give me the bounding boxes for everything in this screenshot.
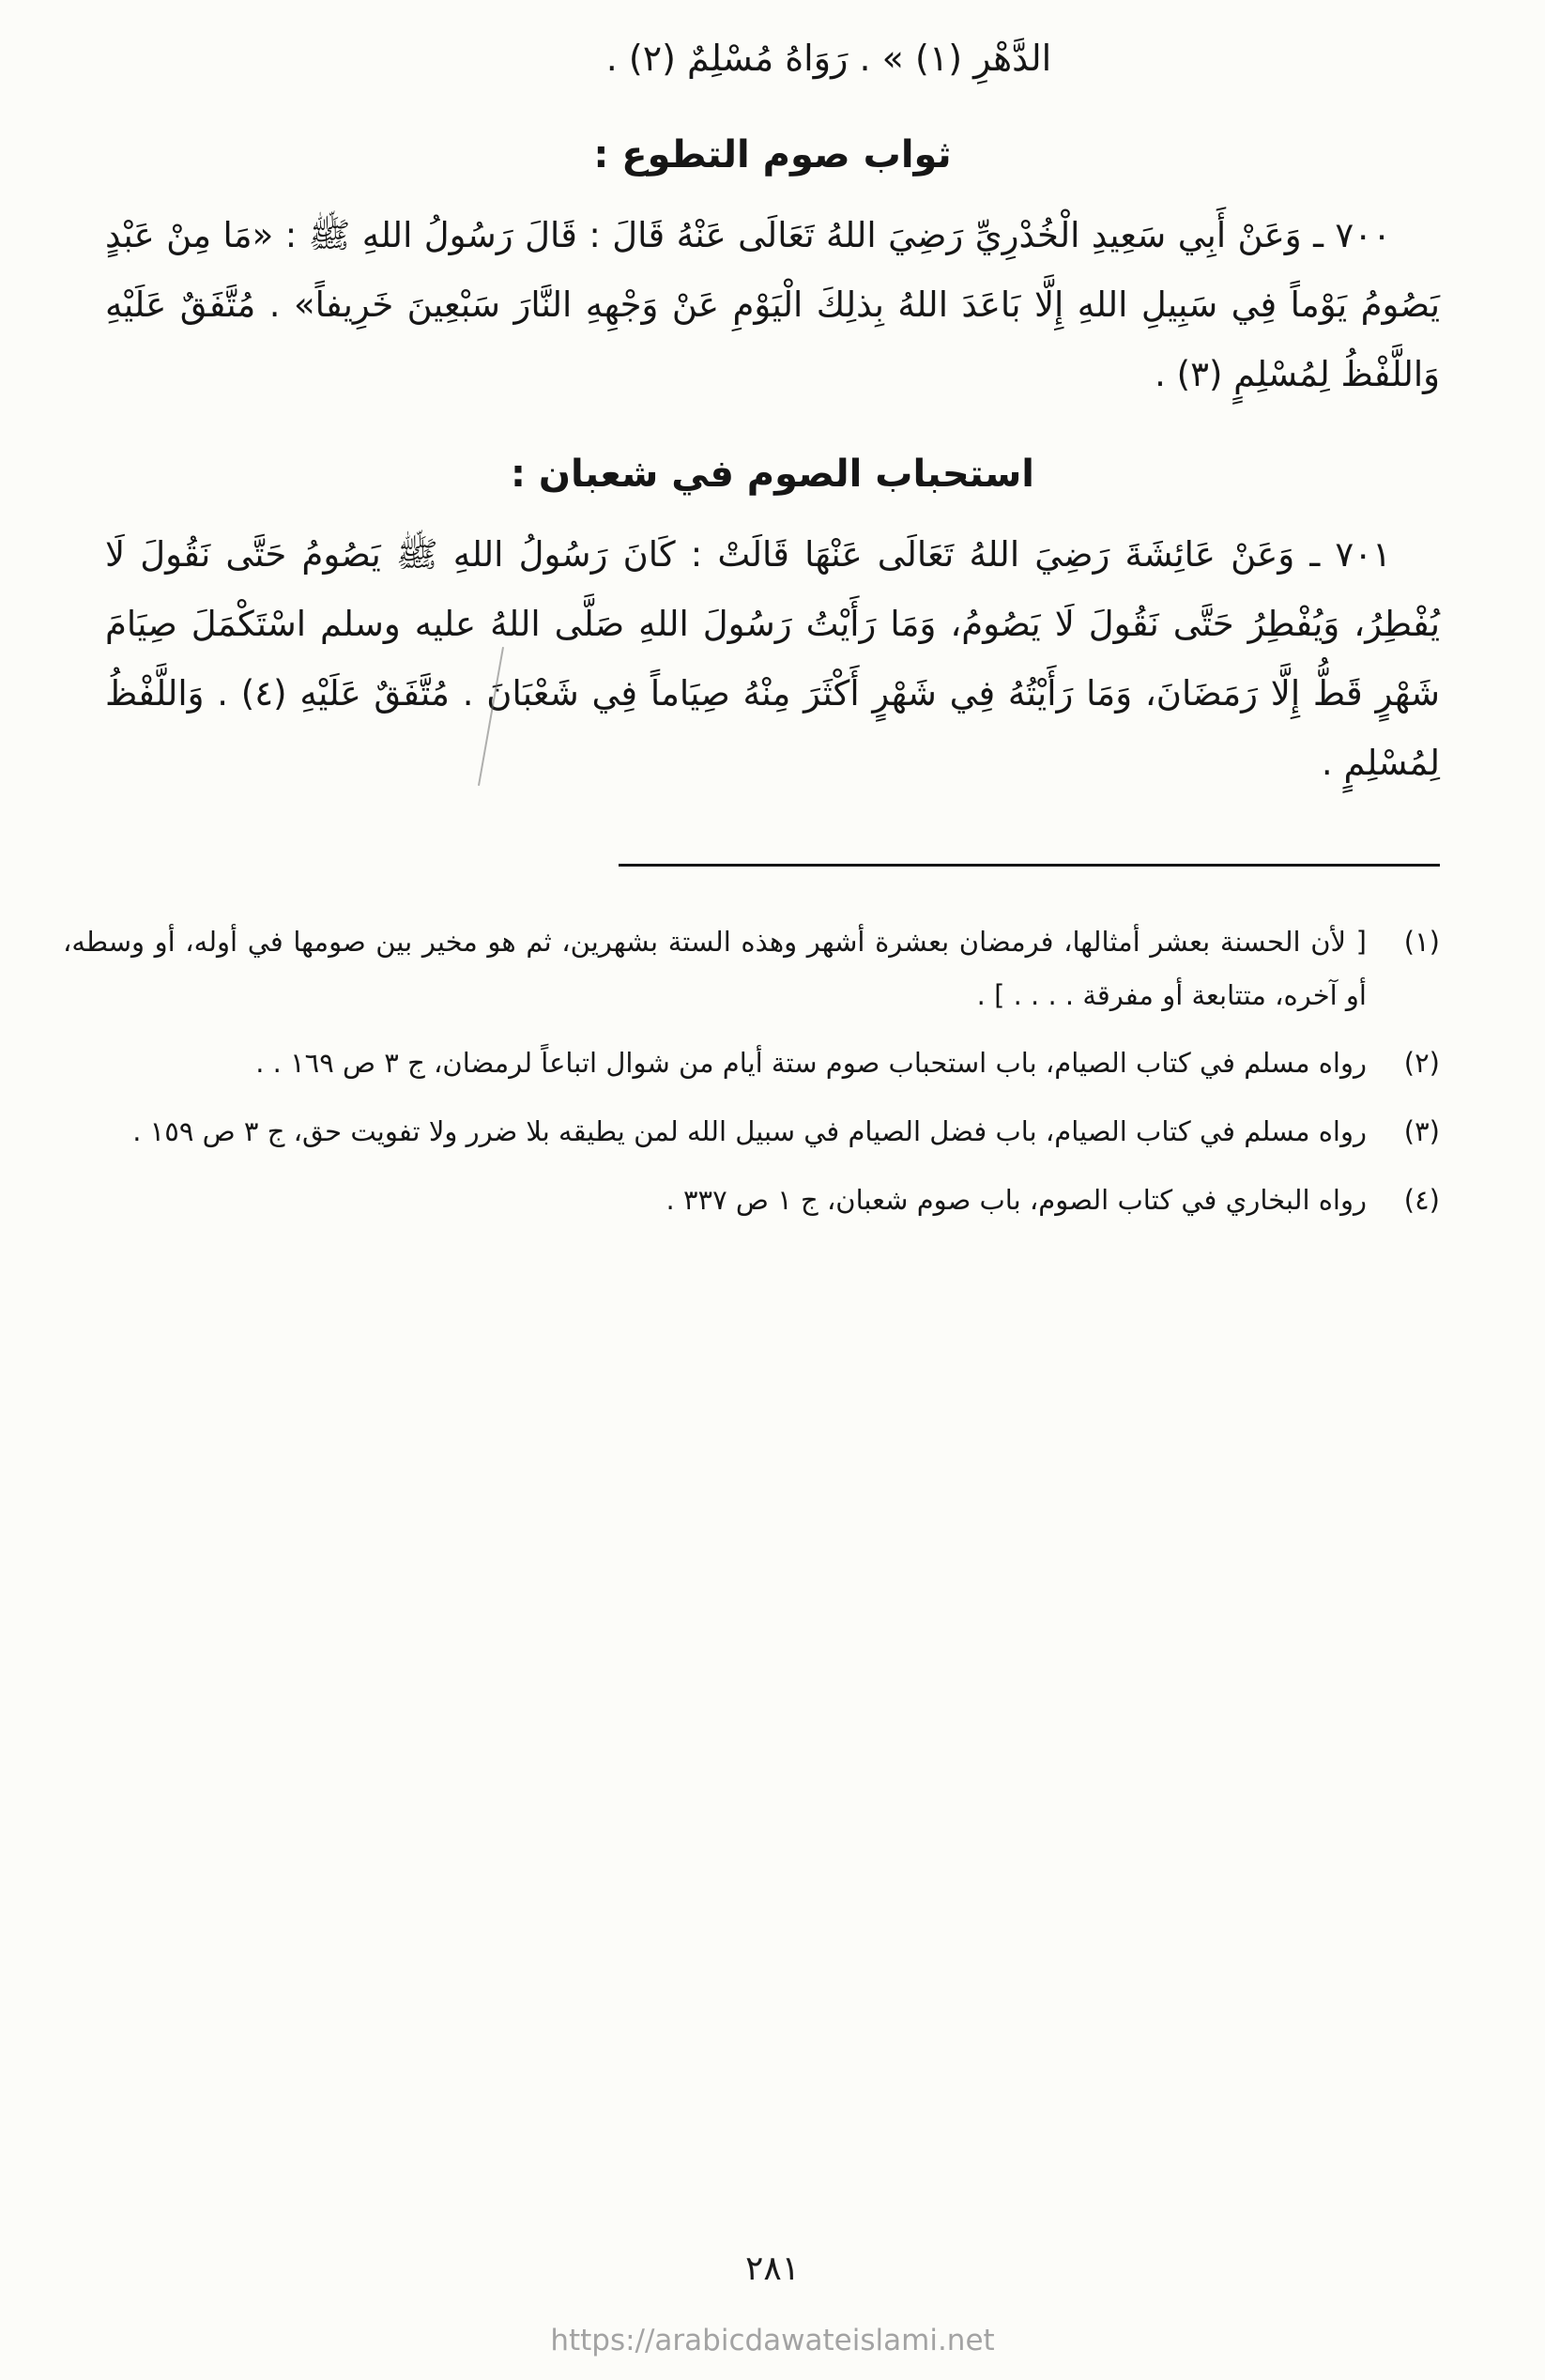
watermark-url: https://arabicdawateislami.net — [550, 2324, 995, 2357]
continuation-line: الدَّهْرِ (١) » . رَوَاهُ مُسْلِمٌ (٢) . — [605, 38, 1052, 79]
section-heading-reward-of-voluntary-fasting: ثواب صوم التطوع : — [593, 133, 952, 177]
footnote-4-marker: (٤) — [1403, 1183, 1440, 1216]
hadith-700-paragraph: ٧٠٠ ـ وَعَنْ أَبِي سَعِيدِ الْخُدْرِيِّ رَضِيَ اللهُ تَعَالَى عَنْهُ قَالَ : قَالَ رَسُولُ اللهِ ﷺ : «مَا مِنْ عَبْدٍ يَصُومُ يَوْماً فِي سَبِيلِ اللهِ إِلَّا بَاعَدَ اللهُ بِذلِكَ الْيَوْمِ عَنْ وَجْهِهِ النَّارَ سَبْعِينَ خَرِيفاً» . مُتَّفَقٌ عَلَيْهِ وَاللَّفْظُ لِمُسْلِمٍ (٣) . — [105, 215, 1440, 395]
footnotes-section — [63, 915, 1440, 1226]
footnote-1 — [63, 915, 1440, 1021]
footnote-2-text: رواه مسلم في كتاب الصيام، باب استحباب صوم ستة أيام من شوال اتباعاً لرمضان، ج ٣ ص ١٦٩ . . — [255, 1047, 1367, 1080]
footnote-1-marker: (١) — [1403, 926, 1440, 959]
page-number: ٢٨١ — [744, 2249, 800, 2288]
footnote-separator-wrap — [105, 852, 1440, 870]
footnote-2-marker: (٢) — [1403, 1047, 1440, 1080]
footnote-4-text: رواه البخاري في كتاب الصوم، باب صوم شعبان، ج ١ ص ٣٣٧ . — [665, 1183, 1367, 1216]
footnote-3-text: رواه مسلم في كتاب الصيام، باب فضل الصيام في سبيل الله لمن يطيقه بلا ضرر ولا تفويت حق، ج ٣ ص ١٥٩ . — [132, 1115, 1367, 1148]
footnote-3-marker: (٣) — [1403, 1115, 1440, 1148]
footnote-4 — [63, 1174, 1440, 1227]
footnote-3 — [63, 1105, 1440, 1159]
footnote-separator-line — [619, 864, 1440, 867]
footnote-1-text: [ لأن الحسنة بعشر أمثالها، فرمضان بعشرة أشهر وهذه الستة بشهرين، ثم هو مخير بين صومها في أوله، أو وسطه، أو آخره، متتابعة أو مفرقة . . . . ] . — [63, 926, 1367, 1011]
hadith-701-paragraph: ٧٠١ ـ وَعَنْ عَائِشَةَ رَضِيَ اللهُ تَعَالَى عَنْهَا قَالَتْ : كَانَ رَسُولُ اللهِ ﷺ يَصُومُ حَتَّى نَقُولَ لَا يُفْطِرُ، وَيُفْطِرُ حَتَّى نَقُولَ لَا يَصُومُ، وَمَا رَأَيْتُ رَسُولَ اللهِ صَلَّى اللهُ عليه وسلم اسْتَكْمَلَ صِيَامَ شَهْرٍ قَطُّ إِلَّا رَمَضَانَ، وَمَا رَأَيْتُهُ فِي شَهْرٍ أَكْثَرَ مِنْهُ صِيَاماً فِي شَعْبَانَ . مُتَّفَقٌ عَلَيْهِ (٤) . وَاللَّفْظُ لِمُسْلِمٍ . — [105, 534, 1440, 784]
section-heading-fasting-in-shaban: استحباب الصوم في شعبان : — [510, 453, 1035, 497]
footnote-2 — [63, 1036, 1440, 1090]
